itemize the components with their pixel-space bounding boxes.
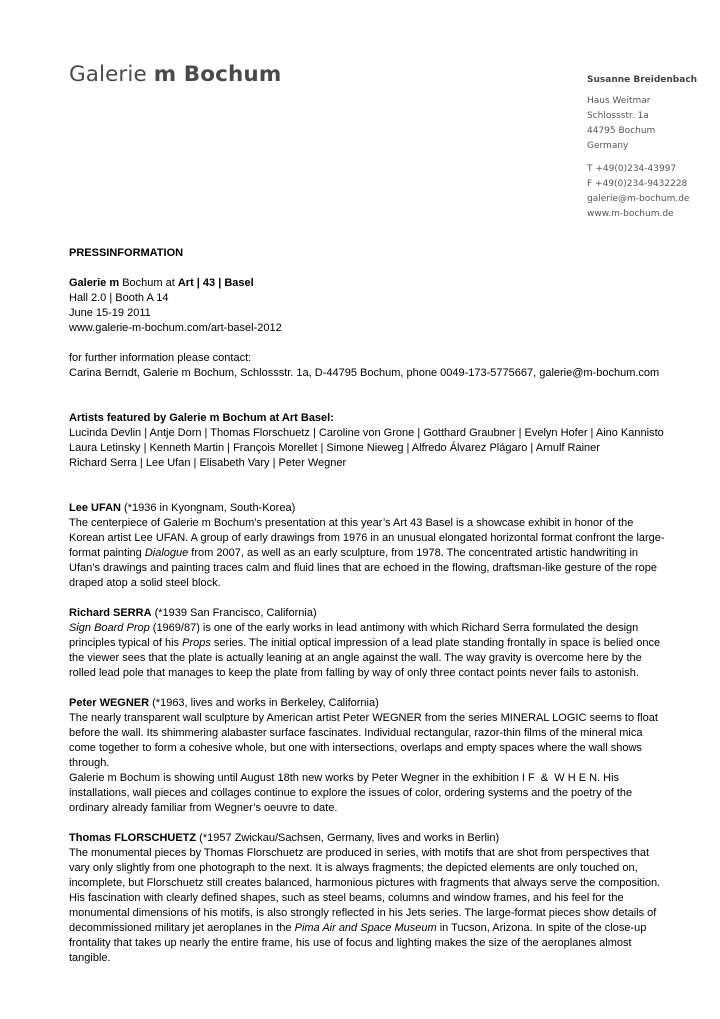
serra-heading (69, 606, 701, 621)
event-title-part: Bochum at (119, 277, 178, 289)
artist-info: (*1936 in Kyongnam, South-Korea) (120, 502, 296, 514)
text-run: from 2007, as well as an early sculpture, from 1978. The concentrated artistic handwriting in (188, 547, 639, 559)
artists-line: Laura Letinsky | Kenneth Martin | François Morellet | Simone Nieweg | Alfredo Álvarez Plágaro | Arnulf Rainer (69, 442, 600, 454)
text-run: in Tucson, Arizona. In spite of the close-up (436, 922, 647, 934)
text-run: format painting (69, 547, 145, 559)
text-run: principles typical of his (69, 637, 183, 649)
wegner-line: before the wall. Its shimmering alabaster surface fascinates. Individual rectangular, razor-thin films of the mineral mica (69, 727, 643, 739)
florschuetz-line: His fascination with clearly defined shapes, such as steel beams, columns and window frames, and his feel for the (69, 892, 624, 904)
fax: F +49(0)234-9432228 (587, 179, 688, 189)
email-link[interactable]: galerie@m-bochum.de (587, 194, 690, 204)
florschuetz-line (69, 921, 701, 936)
florschuetz-line: The monumental pieces by Thomas Florschuetz are produced in series, with motifs that are shot from perspectives that (69, 847, 650, 859)
florschuetz-line: frontality that takes up nearly the entire frame, his use of focus and lighting makes the size of the aeroplanes almost (69, 937, 632, 949)
website-link[interactable]: www.m-bochum.de (587, 209, 674, 219)
serra-line: rolled lead pole that manages to keep the plate from falling by way of only three contact points never fails to astonish. (69, 667, 639, 679)
phone: T +49(0)234-43997 (587, 164, 677, 174)
logo-prefix: Galerie (69, 62, 154, 87)
letterhead-contact (587, 73, 697, 222)
artist-info: (*1939 San Francisco, California) (151, 607, 317, 619)
florschuetz-line: vary only slightly from one photograph to the next. It is always fragments; the depicted elements are only touched on, (69, 862, 638, 874)
text-run: decommissioned military jet aeroplanes in the (69, 922, 295, 934)
wegner-heading (69, 696, 701, 711)
artist-name: Richard SERRA (69, 607, 152, 619)
ufan-line: The centerpiece of Galerie m Bochum’s presentation at this year’s Art 43 Basel is a showcase exhibit in honor of the (69, 517, 634, 529)
artists-line: Lucinda Devlin | Antje Dorn | Thomas Florschuetz | Caroline von Grone | Gotthard Graubner | Evelyn Hofer | Aino Kannisto (69, 427, 664, 439)
address-line: Haus Weitmar (587, 96, 651, 106)
artist-name: Peter WEGNER (69, 697, 150, 709)
wegner-line: Galerie m Bochum is showing until August 18th new works by Peter Wegner in the exhibition I F & W H E N. His (69, 772, 620, 784)
doc-heading: PRESSINFORMATION (69, 247, 184, 259)
text-run: series. The initial optical impression of a lead plate standing frontally in space is belied once (210, 637, 661, 649)
address-line: Schlossstr. 1a (587, 111, 649, 121)
serra-line (69, 636, 701, 651)
event-dates: June 15-19 2011 (69, 307, 151, 319)
address-line: 44795 Bochum (587, 126, 656, 136)
event-title-part: Art | 43 | Basel (177, 277, 254, 289)
artwork-title: Sign Board Prop (69, 622, 150, 634)
artists-line: Richard Serra | Lee Ufan | Elisabeth Vary | Peter Wegner (69, 457, 347, 469)
contact-name: Susanne Breidenbach (587, 75, 698, 85)
further-info-contact: Carina Berndt, Galerie m Bochum, Schlossstr. 1a, D-44795 Bochum, phone 0049-173-5775667, galerie@m-bochum.com (69, 367, 660, 379)
florschuetz-heading (69, 831, 701, 846)
wegner-line: installations, wall pieces and collages continue to explore the issues of color, ordering systems and the poetry of the (69, 787, 633, 799)
ufan-line: draped atop a solid steel block. (69, 577, 221, 589)
wegner-line: come together to form a cohesive whole, but one with intersections, overlaps and empty spaces where the wall shows (69, 742, 642, 754)
gallery-logo (69, 62, 281, 87)
artist-info: (*1957 Zwickau/Sachsen, Germany, lives and works in Berlin) (196, 832, 500, 844)
series-title: Props (182, 637, 211, 649)
serra-line (69, 621, 701, 636)
serra-line: the viewer sees that the plate is actually leaning at an angle against the wall. The way gravity is overcome here by the (69, 652, 642, 664)
wegner-line: ordinary already familiar from Wegner’s oeuvre to date. (69, 802, 338, 814)
further-info-label: for further information please contact: (69, 352, 252, 364)
event-url[interactable]: www.galerie-m-bochum.com/art-basel-2012 (69, 322, 282, 334)
wegner-line: through. (69, 757, 110, 769)
text-run: (1969/87) is one of the early works in lead antimony with which Richard Serra formulated the design (149, 622, 639, 634)
event-hall: Hall 2.0 | Booth A 14 (69, 292, 169, 304)
document-body (69, 246, 701, 966)
florschuetz-line: monumental dimensions of his motifs, is also strongly reflected in his Jets series. The large-format pieces show details of (69, 907, 657, 919)
event-title (69, 276, 701, 291)
address-line: Germany (587, 141, 629, 151)
artist-name: Thomas FLORSCHUETZ (69, 832, 197, 844)
ufan-line: Ufan’s drawings and painting traces calm and fluid lines that are echoed in the flowing, draftsman-like gesture of the rope (69, 562, 658, 574)
museum-name: Pima Air and Space Museum (294, 922, 437, 934)
florschuetz-line: tangible. (69, 952, 111, 964)
artist-name: Lee UFAN (69, 502, 121, 514)
florschuetz-line: incomplete, but Florschuetz still creates balanced, harmonious pictures with fragments that always serve the composition. (69, 877, 661, 889)
artists-heading: Artists featured by Galerie m Bochum at Art Basel: (69, 412, 334, 424)
artwork-title: Dialogue (144, 547, 189, 559)
wegner-line: The nearly transparent wall sculpture by American artist Peter WEGNER from the series MINERAL LOGIC seems to float (69, 712, 658, 724)
artist-info: (*1963, lives and works in Berkeley, California) (149, 697, 379, 709)
ufan-heading (69, 501, 701, 516)
event-title-part: Galerie m (69, 277, 120, 289)
ufan-line (69, 546, 701, 561)
ufan-line: Korean artist Lee UFAN. A group of early drawings from 1976 in an unusual elongated horizontal format confront the large- (69, 532, 665, 544)
logo-bold: m Bochum (153, 62, 282, 87)
